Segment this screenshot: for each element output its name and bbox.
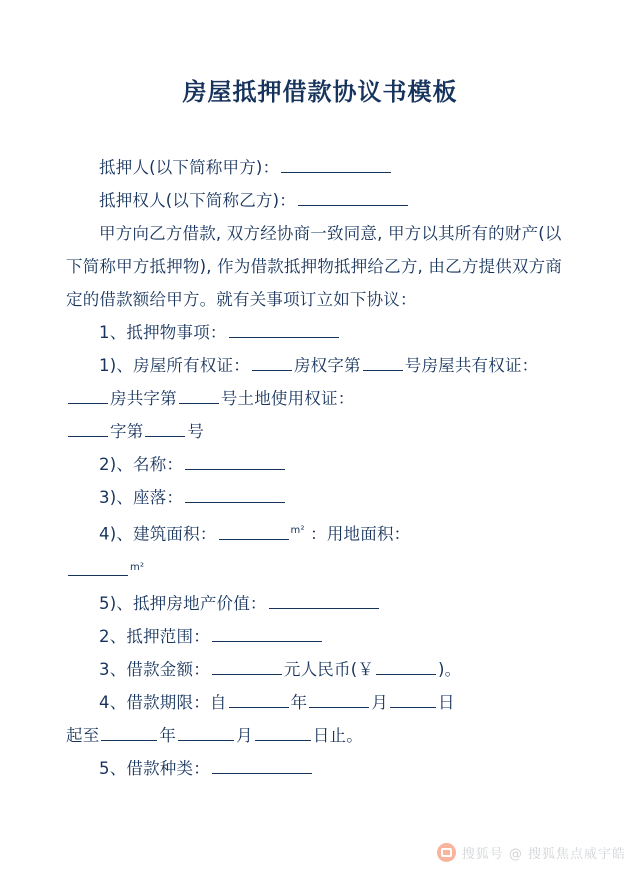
blank-field[interactable]	[309, 690, 369, 708]
blank-field[interactable]	[212, 657, 282, 675]
blank-field[interactable]	[363, 353, 403, 371]
p-mortgagee	[66, 184, 574, 217]
unit-superscript: m²	[290, 525, 305, 536]
blank-field[interactable]	[185, 485, 285, 503]
p-mortgagor	[66, 151, 574, 184]
blank-field[interactable]	[255, 723, 311, 741]
paragraph-text: 4、借款期限：自	[99, 693, 227, 712]
p-item-4	[66, 686, 574, 719]
paragraph-text: )。	[438, 660, 462, 679]
paragraph-text: 字第	[110, 422, 144, 441]
paragraph-text: 号	[187, 422, 205, 441]
p-item-1-4-cont	[66, 551, 574, 588]
paragraph-text: 日止。	[312, 726, 363, 745]
blank-field[interactable]	[68, 558, 128, 576]
document-body	[0, 151, 640, 785]
blank-field[interactable]	[178, 723, 234, 741]
p-item-1-2	[66, 448, 574, 481]
blank-field[interactable]	[101, 723, 157, 741]
blank-field[interactable]	[68, 419, 108, 437]
p-item-1	[66, 316, 574, 349]
paragraph-text: 3、借款金额：	[99, 660, 210, 679]
paragraph-text: ：用地面积：	[304, 524, 411, 544]
paragraph-text: 月	[236, 726, 253, 745]
unit-superscript: m²	[130, 561, 145, 573]
paragraph-text: 房权字第	[293, 356, 361, 375]
paragraph-text: 日	[438, 693, 455, 712]
blank-field[interactable]	[185, 452, 285, 470]
paragraph-text: 号房屋共有权证：	[404, 356, 539, 375]
paragraph-text: 5)、抵押房地产价值：	[99, 594, 267, 613]
p-item-5	[66, 752, 574, 785]
blank-field[interactable]	[212, 756, 312, 774]
blank-field[interactable]	[229, 320, 339, 338]
blank-field[interactable]	[252, 353, 292, 371]
p-item-1-1	[66, 349, 574, 415]
watermark-text: 搜狐号 @ 搜狐焦点威宇皓	[461, 847, 626, 862]
p-item-1-4	[66, 514, 574, 551]
paragraph-text: 元人民币(￥	[283, 660, 375, 679]
p-item-2	[66, 620, 574, 653]
p-preamble	[66, 217, 574, 316]
paragraph-text: 甲方向乙方借款, 双方经协商一致同意, 甲方以其所有的财产(以下简称甲方抵押物), 作为借款抵押物抵押给乙方, 由乙方提供双方商定的借款额给甲方。就有关事项订立如下协议：	[66, 224, 563, 309]
paragraph-text: 2、抵押范围：	[99, 627, 210, 646]
paragraph-text: 2)、名称：	[99, 455, 184, 474]
blank-field[interactable]	[219, 522, 289, 540]
p-item-4-cont	[66, 719, 574, 752]
paragraph-text: 起至	[66, 726, 100, 745]
paragraph-text: 1、抵押物事项：	[99, 323, 227, 342]
paragraph-text: 抵押权人(以下简称乙方)：	[99, 191, 296, 210]
watermark	[437, 843, 626, 862]
page-title: 房屋抵押借款协议书模板	[182, 78, 458, 106]
p-item-1-3	[66, 481, 574, 514]
paragraph-text: 年	[159, 726, 177, 745]
p-item-3	[66, 653, 574, 686]
blank-field[interactable]	[68, 386, 108, 404]
paragraph-text: 月	[371, 693, 389, 712]
sohu-logo-icon	[437, 843, 456, 862]
blank-field[interactable]	[390, 690, 436, 708]
paragraph-text: 年	[290, 693, 308, 712]
blank-field[interactable]	[269, 591, 379, 609]
paragraph-text: 3)、座落：	[99, 488, 184, 507]
p-item-1-5	[66, 587, 574, 620]
paragraph-text: 号土地使用权证：	[220, 389, 355, 408]
blank-field[interactable]	[145, 419, 185, 437]
paragraph-list	[66, 151, 574, 785]
blank-field[interactable]	[212, 624, 322, 642]
paragraph-text: 抵押人(以下简称甲方)：	[99, 158, 280, 177]
blank-field[interactable]	[281, 155, 391, 173]
paragraph-text: 5、借款种类：	[99, 759, 210, 778]
paragraph-text: 房共字第	[110, 389, 177, 408]
blank-field[interactable]	[229, 690, 289, 708]
paragraph-text: 1)、房屋所有权证：	[99, 356, 250, 375]
paragraph-text: 4)、建筑面积：	[99, 524, 217, 544]
blank-field[interactable]	[298, 188, 408, 206]
blank-field[interactable]	[376, 657, 436, 675]
p-item-1-1-cont	[66, 415, 574, 448]
blank-field[interactable]	[179, 386, 219, 404]
